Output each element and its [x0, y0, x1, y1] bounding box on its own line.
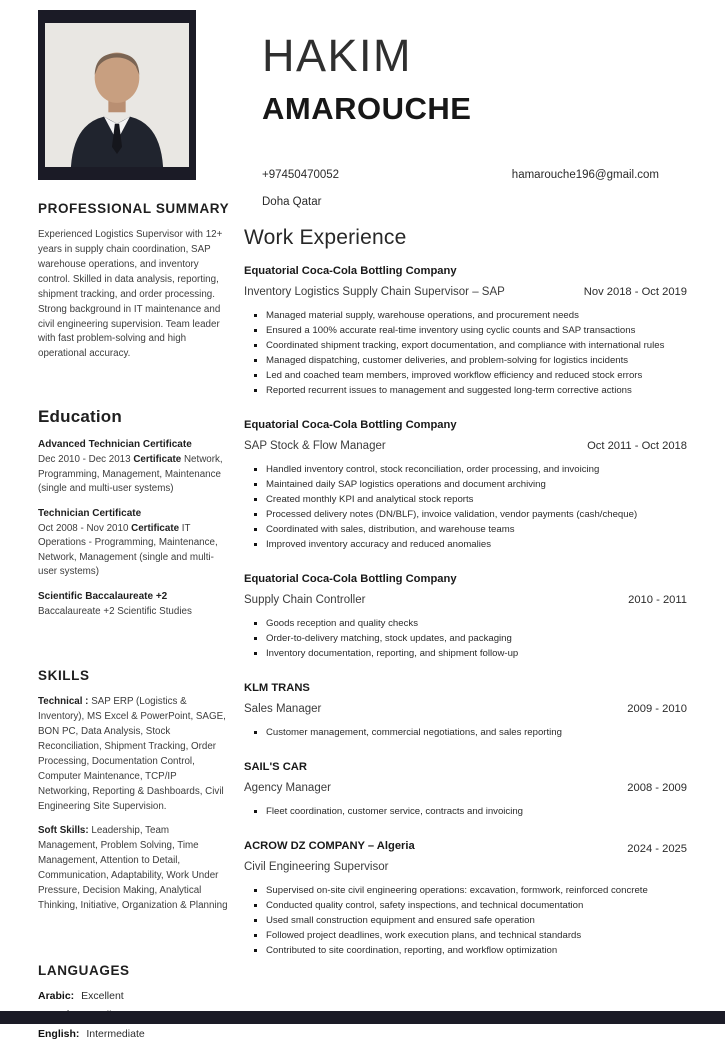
- language-item: [38, 1028, 230, 1040]
- education-description: Network, Programming, Management, Maintenance (single and multi-user systems): [38, 454, 223, 495]
- job-dates: Oct 2011 - Oct 2018: [587, 440, 687, 453]
- education-section: [38, 406, 230, 619]
- job-header-left: [244, 265, 505, 298]
- language-item: [38, 990, 230, 1002]
- sidebar: [38, 10, 230, 1047]
- education-certificate-label: Certificate: [131, 522, 182, 534]
- job-entry: [244, 573, 687, 661]
- work-experience-title: Work Experience: [244, 226, 407, 250]
- education-description: IT Operations - Programming, Maintenance, Network, Management (single and multi-user systems): [38, 522, 218, 578]
- job-company: Equatorial Coca-Cola Bottling Company: [244, 419, 457, 432]
- job-dates: 2008 - 2009: [627, 782, 687, 795]
- job-role: Sales Manager: [244, 703, 322, 716]
- summary-text: Experienced Logistics Supervisor with 12+ years in supply chain coordination, SAP warehouse operations, and inventory control. Skilled in data analysis, reporting, shipment tracking, and order processing. Strong background in IT maintenance and civil engineering supervision. Team leader with fast problem-solving and high operational accuracy.: [38, 229, 223, 360]
- language-level: Intermediate: [83, 1027, 145, 1040]
- education-list: [38, 439, 230, 619]
- job-bullet: Used small construction equipment and ensured safe operation: [260, 914, 687, 928]
- job-bullet: Managed dispatching, customer deliveries, and problem-solving for logistics incidents: [260, 354, 687, 368]
- job-bullet: Customer management, commercial negotiations, and sales reporting: [260, 726, 687, 740]
- job-bullet: Ensured a 100% accurate real-time inventory using cyclic counts and SAP transactions: [260, 324, 687, 338]
- summary-title: PROFESSIONAL SUMMARY: [38, 201, 230, 216]
- education-description: Baccalaureate +2 Scientific Studies: [38, 605, 192, 617]
- job-header-left: [244, 761, 331, 794]
- job-bullet: Reported recurrent issues to management and suggested long-term corrective actions: [260, 384, 687, 398]
- job-role: Agency Manager: [244, 782, 331, 795]
- job-role: Civil Engineering Supervisor: [244, 861, 389, 874]
- education-details: [38, 453, 230, 496]
- education-item: [38, 591, 230, 619]
- education-details: [38, 605, 230, 619]
- job-header: [244, 419, 687, 452]
- job-dates: Nov 2018 - Oct 2019: [583, 286, 687, 299]
- languages-title: LANGUAGES: [38, 962, 130, 978]
- job-company: Equatorial Coca-Cola Bottling Company: [244, 573, 457, 586]
- education-details: [38, 522, 230, 580]
- education-date: Oct 2008 - Nov 2010: [38, 522, 132, 534]
- job-bullet: Processed delivery notes (DN/BLF), invoice validation, vendor payments (cash/cheque): [260, 508, 687, 522]
- name-block: [244, 32, 687, 127]
- job-bullet: Coordinated with sales, distribution, and warehouse teams: [260, 523, 687, 537]
- jobs-list: [244, 265, 687, 958]
- job-bullet: Maintained daily SAP logistics operations and document archiving: [260, 478, 687, 492]
- job-dates: 2010 - 2011: [628, 594, 687, 607]
- job-entry: [244, 761, 687, 819]
- job-entry: [244, 419, 687, 552]
- contact-block: [244, 169, 687, 208]
- job-role: SAP Stock & Flow Manager: [244, 440, 386, 453]
- skills-technical: [38, 695, 230, 814]
- job-role: Supply Chain Controller: [244, 594, 366, 607]
- job-dates: 2009 - 2010: [627, 703, 687, 716]
- job-bullet: Improved inventory accuracy and reduced anomalies: [260, 538, 687, 552]
- job-header: [244, 265, 687, 298]
- job-entry: [244, 265, 687, 398]
- education-date: Dec 2010 - Dec 2013: [38, 454, 134, 466]
- job-company: ACROW DZ COMPANY – Algeria: [244, 840, 415, 853]
- contact-row: [262, 169, 687, 181]
- languages-section: [38, 962, 230, 1040]
- job-bullets: [244, 463, 687, 552]
- job-bullet: Managed material supply, warehouse operations, and procurement needs: [260, 309, 687, 323]
- skills-section: [38, 667, 230, 914]
- education-item: [38, 508, 230, 580]
- job-bullet: Inventory documentation, reporting, and shipment follow-up: [260, 647, 687, 661]
- person-avatar-icon: [45, 23, 189, 167]
- summary-section: [38, 200, 230, 362]
- job-bullet: Order-to-delivery matching, stock updates, and packaging: [260, 632, 687, 646]
- job-role: Inventory Logistics Supply Chain Supervisor – SAP: [244, 286, 505, 299]
- job-bullet: Supervised on-site civil engineering operations: excavation, formwork, reinforced concrete: [260, 884, 687, 898]
- language-name: Arabic:: [38, 989, 75, 1002]
- skills-soft-text: Leadership, Team Management, Problem Solving, Time Management, Attention to Detail, Communication, Adaptability, Work Under Pressure, Decision Making, Analytical Thinking, Initiative, Organization & Planning: [38, 825, 228, 911]
- job-bullet: Goods reception and quality checks: [260, 617, 687, 631]
- job-company: KLM TRANS: [244, 682, 310, 695]
- last-name: AMAROUCHE: [262, 91, 472, 127]
- job-bullets: [244, 805, 687, 819]
- job-header: [244, 682, 687, 715]
- job-bullet: Handled inventory control, stock reconciliation, order processing, and invoicing: [260, 463, 687, 477]
- job-header: [244, 761, 687, 794]
- skills-soft: [38, 824, 230, 913]
- skills-technical-text: SAP ERP (Logistics & Inventory), MS Excel & PowerPoint, SAGE, BON PC, Data Analysis, Stock Reconciliation, Shipment Tracking, Order Processing, Documentation Control, Computer Maintenance, TCP/IP Networking, Reporting & Dashboards, Civil Engineering Site Supervision.: [38, 696, 226, 812]
- first-name: HAKIM: [262, 30, 413, 81]
- job-header-left: [244, 419, 457, 452]
- skills-technical-label: Technical :: [38, 696, 89, 708]
- education-title: Education: [38, 407, 122, 427]
- education-degree: Scientific Baccalaureate +2: [38, 590, 168, 602]
- job-header-left: [244, 682, 321, 715]
- job-bullet: Created monthly KPI and analytical stock reports: [260, 493, 687, 507]
- education-item: [38, 439, 230, 496]
- phone-number: +97450470052: [262, 169, 340, 182]
- job-bullets: [244, 309, 687, 398]
- job-bullets: [244, 617, 687, 661]
- education-degree: Advanced Technician Certificate: [38, 439, 192, 451]
- skills-soft-label: Soft Skills:: [38, 825, 89, 837]
- job-dates: 2024 - 2025: [627, 843, 687, 856]
- job-company: SAIL'S CAR: [244, 761, 307, 774]
- education-degree: Technician Certificate: [38, 507, 142, 519]
- job-bullet: Contributed to site coordination, reporting, and workflow optimization: [260, 944, 687, 958]
- job-header-left: [244, 840, 415, 873]
- job-header: [244, 840, 687, 873]
- job-entry: [244, 682, 687, 740]
- language-level: Excellent: [78, 989, 124, 1002]
- photo-block: [38, 10, 196, 180]
- job-bullet: Followed project deadlines, work execution plans, and technical standards: [260, 929, 687, 943]
- language-name: English:: [38, 1027, 80, 1040]
- job-bullet: Coordinated shipment tracking, export documentation, and compliance with international rules: [260, 339, 687, 353]
- main-column: [230, 10, 687, 1047]
- job-header-left: [244, 573, 457, 606]
- email-address: hamarouche196@gmail.com: [511, 169, 659, 182]
- job-bullet: Led and coached team members, improved workflow efficiency and reduced stock errors: [260, 369, 687, 383]
- education-certificate-label: Certificate: [133, 454, 184, 466]
- job-header: [244, 573, 687, 606]
- location: Doha Qatar: [262, 196, 322, 209]
- footer-bar: [0, 1011, 725, 1024]
- job-bullet: Fleet coordination, customer service, contracts and invoicing: [260, 805, 687, 819]
- skills-title: SKILLS: [38, 668, 90, 684]
- job-bullets: [244, 726, 687, 740]
- job-bullet: Conducted quality control, safety inspections, and technical documentation: [260, 899, 687, 913]
- job-entry: [244, 840, 687, 958]
- profile-photo: [45, 23, 189, 167]
- job-bullets: [244, 884, 687, 958]
- job-company: Equatorial Coca-Cola Bottling Company: [244, 265, 457, 278]
